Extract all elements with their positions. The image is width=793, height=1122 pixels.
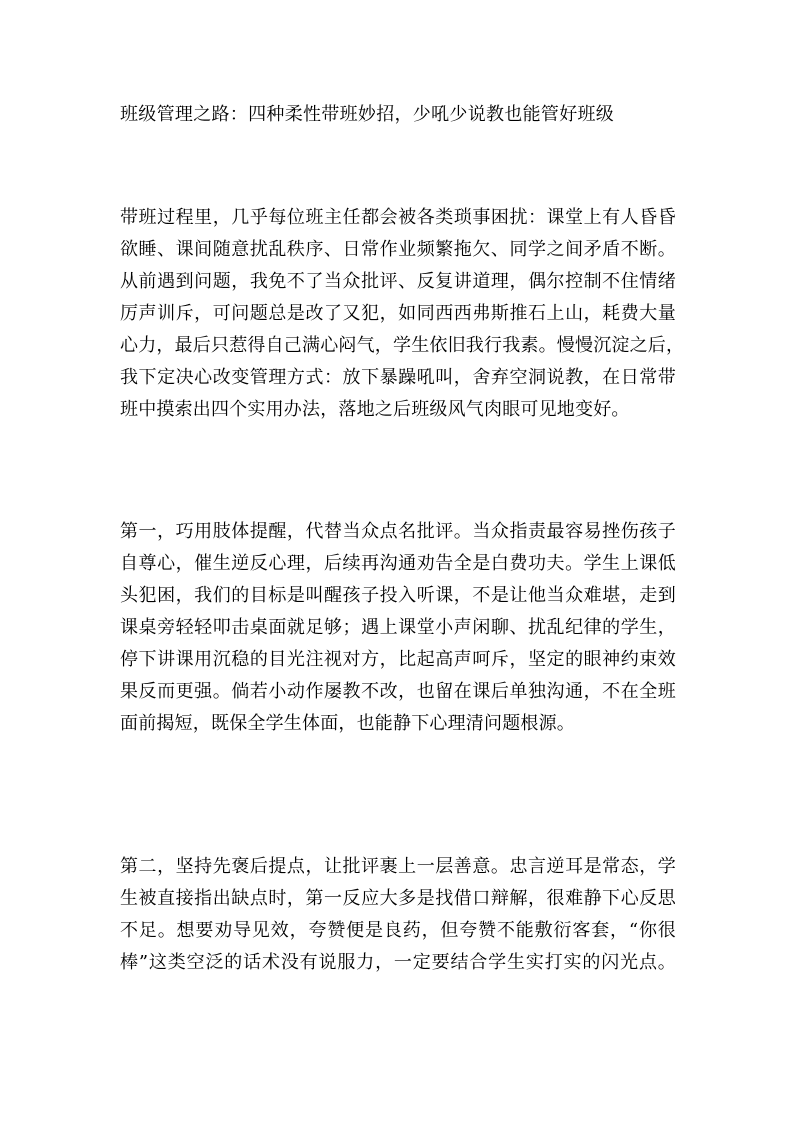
text-line: 果反而更强。倘若小动作屡教不改，也留在课后单独沟通，不在全班 [120,681,676,702]
text-line: 头犯困，我们的目标是叫醒孩子投入听课，不是让他当众难堪，走到 [120,585,676,606]
paragraph-method-one [120,516,676,740]
text-line: 心力，最后只惹得自己满心闷气，学生依旧我行我素。慢慢沉淀之后， [120,335,685,356]
text-line: 棒”这类空泛的话术没有说服力，一定要结合学生实打实的闪光点。 [120,952,676,973]
text-line: 我下定决心改变管理方式：放下暴躁吼叫，舍弃空洞说教，在日常带 [120,367,676,388]
text-line: 课桌旁轻轻叩击桌面就足够；遇上课堂小声闲聊、扰乱纪律的学生， [120,617,676,638]
text-line: 第一，巧用肢体提醒，代替当众点名批评。当众指责最容易挫伤孩子 [120,521,676,542]
text-line: 第二，坚持先褒后提点，让批评裹上一层善意。忠言逆耳是常态，学 [120,856,676,877]
text-line: 欲睡、课间随意扰乱秩序、日常作业频繁拖欠、同学之间矛盾不断。 [120,239,676,260]
text-line: 不足。想要劝导见效，夸赞便是良药，但夸赞不能敷衍客套，“你很 [120,920,676,941]
text-line: 厉声训斥，可问题总是改了又犯，如同西西弗斯推石上山，耗费大量 [120,303,676,324]
paragraph-intro [120,202,685,426]
text-line: 生被直接指出缺点时，第一反应大多是找借口辩解，很难静下心反思 [120,888,676,909]
text-line: 带班过程里，几乎每位班主任都会被各类琐事困扰：课堂上有人昏昏 [120,207,676,228]
text-line: 自尊心，催生逆反心理，后续再沟通劝告全是白费功夫。学生上课低 [120,553,676,574]
text-line: 停下讲课用沉稳的目光注视对方，比起高声呵斥，坚定的眼神约束效 [120,649,676,670]
text-line: 从前遇到问题，我免不了当众批评、反复讲道理，偶尔控制不住情绪 [120,271,676,292]
text-line: 面前揭短，既保全学生体面，也能静下心理清问题根源。 [120,713,575,734]
text-line: 班中摸索出四个实用办法，落地之后班级风气肉眼可见地变好。 [120,399,630,420]
paragraph-method-two [120,851,676,979]
article-title: 班级管理之路：四种柔性带班妙招，少吼少说教也能管好班级 [120,104,615,125]
